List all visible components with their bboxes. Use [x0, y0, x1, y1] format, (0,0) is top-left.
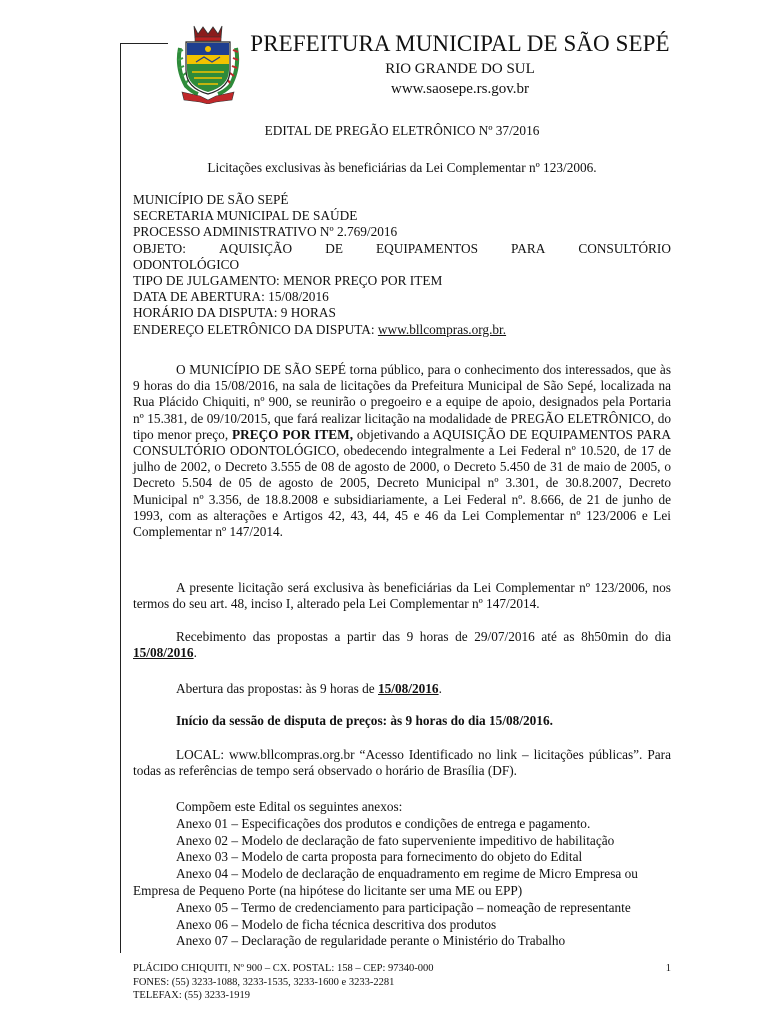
para1-bold: PREÇO POR ITEM,: [231, 426, 354, 442]
objeto-word: DE: [325, 240, 343, 256]
objeto-word: CONSULTÓRIO: [578, 240, 671, 256]
objeto-word: OBJETO:: [133, 240, 186, 256]
info-tipo: TIPO DE JULGAMENTO: MENOR PREÇO POR ITEM: [133, 273, 443, 289]
footer-address: PLÁCIDO CHIQUITI, Nº 900 – CX. POSTAL: 158 – CEP: 97340-000: [133, 963, 434, 974]
list-item: Anexo 07 – Declaração de regularidade perante o Ministério do Trabalho: [176, 933, 566, 949]
paragraph-recebimento: [133, 629, 671, 661]
footer-row: [133, 962, 671, 976]
list-item: Anexo 04 – Modelo de declaração de enquadramento em regime de Micro Empresa ou Empresa de Pequeno Porte (na hipótese do licitante ser uma ME ou EPP): [133, 866, 638, 898]
paragraph-abertura: [133, 681, 671, 697]
para4-text: Abertura das propostas: às 9 horas de: [176, 681, 378, 696]
list-item: Anexo 02 – Modelo de declaração de fato superveniente impeditivo de habilitação: [176, 832, 615, 848]
info-objeto-line: [133, 241, 671, 257]
info-objeto-cont: ODONTOLÓGICO: [133, 256, 240, 272]
list-item: Anexo 01 – Especificações dos produtos e condições de entrega e pagamento.: [176, 815, 591, 831]
page-number: 1: [665, 963, 671, 974]
para3-text: Recebimento das propostas a partir das 9 horas de 29/07/2016 até as 8h50min do dia: [176, 629, 671, 644]
website-url: www.saosepe.rs.gov.br: [390, 81, 530, 97]
anexos-list: [133, 799, 671, 950]
paragraph-intro: [133, 362, 671, 540]
edital-title: EDITAL DE PREGÃO ELETRÔNICO Nº 37/2016: [264, 123, 540, 138]
para4-date: 15/08/2016: [378, 681, 439, 696]
endereco-link[interactable]: www.bllcompras.org.br.: [377, 321, 507, 337]
para3-date: 15/08/2016: [133, 645, 194, 661]
footer-phones: FONES: (55) 3233-1088, 3233-1535, 3233-1600 e 3233-2281: [133, 976, 395, 988]
list-item: Anexo 05 – Termo de credenciamento para participação – nomeação de representante: [176, 899, 631, 915]
info-horario: HORÁRIO DA DISPUTA: 9 HORAS: [133, 305, 336, 321]
info-processo: PROCESSO ADMINISTRATIVO Nº 2.769/2016: [133, 224, 398, 240]
footer-telefax: TELEFAX: (55) 3233-1919: [133, 990, 251, 1001]
exclusive-note: Licitações exclusivas às beneficiárias da Lei Complementar nº 123/2006.: [207, 160, 597, 175]
info-block: [133, 192, 671, 338]
paragraph-local: LOCAL: www.bllcompras.org.br “Acesso Identificado no link – licitações públicas”. Para todas as referências de tempo será observado o horário de Brasília (DF).: [133, 747, 671, 779]
info-data: DATA DE ABERTURA: 15/08/2016: [133, 289, 329, 305]
endereco-label: ENDEREÇO ELETRÔNICO DA DISPUTA:: [133, 321, 378, 337]
frame-left-rule: [120, 43, 121, 953]
para3-end: .: [193, 645, 197, 661]
list-item: Anexo 06 – Modelo de ficha técnica descritiva dos produtos: [176, 916, 497, 932]
paragraph-sessao: Início da sessão de disputa de preços: às 9 horas do dia 15/08/2016.: [176, 713, 553, 728]
info-municipio: MUNICÍPIO DE SÃO SEPÉ: [133, 192, 289, 207]
objeto-word: PARA: [511, 240, 546, 256]
municipal-crest-icon: [174, 22, 242, 104]
para1-part2: objetivando a AQUISIÇÃO DE EQUIPAMENTOS PARA CONSULTÓRIO ODONTOLÓGICO, obedecendo integralmente a Lei Federal nº 10.520, de 17 de julho de 2002, o Decreto 3.555 de 08 de agosto de 2000, o Decreto 5.450 de 31 de maio de 2005, o Decreto 5.504 de 05 de agosto de 2005, Decreto Municipal nº 3.301, de 30.8.2007, Decreto Municipal nº 3.356, de 18.8.2008 e subsidiariamente, a Lei Federal nº. 8.666, de 21 de junho de 1993, com as alterações e Artigos 42, 43, 44, 45 e 46 da Lei Complementar nº 123/2006 e Lei Complementar nº 147/2014.: [133, 426, 671, 540]
page-footer: [133, 962, 671, 1003]
para4-end: .: [438, 681, 442, 696]
list-item: Anexo 03 – Modelo de carta proposta para fornecimento do objeto do Edital: [176, 849, 583, 865]
objeto-word: EQUIPAMENTOS: [376, 240, 478, 256]
info-secretaria: SECRETARIA MUNICIPAL DE SAÚDE: [133, 208, 358, 224]
municipality-title: PREFEITURA MUNICIPAL DE SÃO SEPÉ: [250, 31, 670, 56]
paragraph-exclusive: A presente licitação será exclusiva às beneficiárias da Lei Complementar nº 123/2006, nos termos do seu art. 48, inciso I, alterado pela Lei Complementar nº 147/2014.: [133, 580, 671, 612]
para1-part1: O MUNICÍPIO DE SÃO SEPÉ torna público, para o conhecimento dos interessados, que às 9 horas do dia 15/08/2016, na sala de licitações da Prefeitura Municipal de São Sepé, localizada na Rua Plácido Chiquiti, nº 900, se reunirão o pregoeiro e a equipe de apoio, designados pela Portaria nº 15.381, de 09/10/2015, que fará realizar licitação na modalidade de PREGÃO ELETRÔNICO, do tipo menor preço,: [133, 362, 671, 442]
anexos-intro: Compõem este Edital os seguintes anexos:: [176, 799, 403, 814]
state-name: RIO GRANDE DO SUL: [385, 61, 535, 77]
info-endereco: [133, 322, 671, 338]
frame-top-rule: [120, 43, 168, 44]
objeto-word: AQUISIÇÃO: [219, 240, 293, 256]
